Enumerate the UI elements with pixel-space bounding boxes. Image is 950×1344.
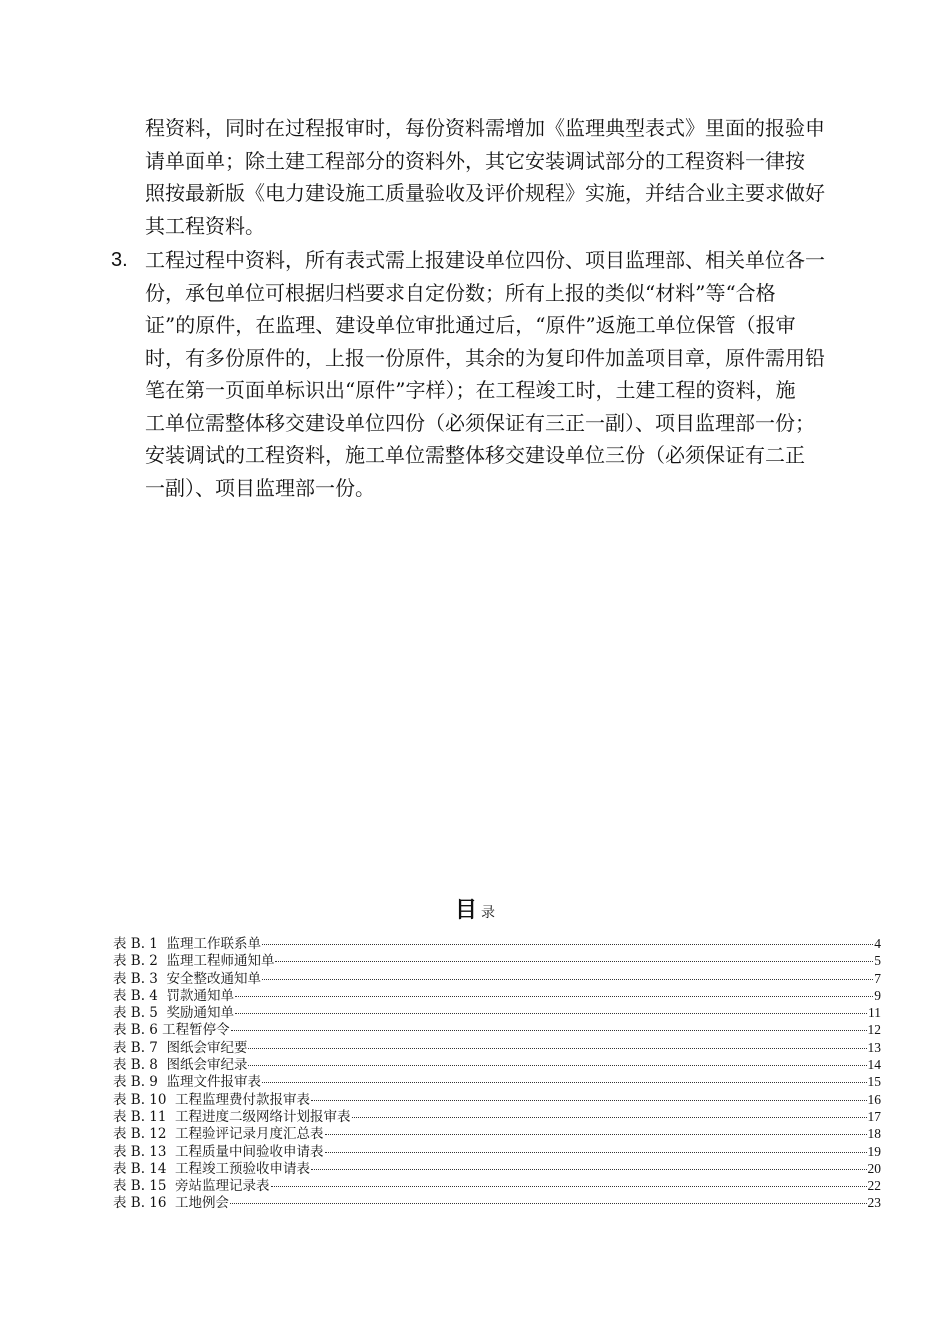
toc-heading-sub: 录: [481, 905, 495, 921]
toc-leader-dots: [235, 1013, 867, 1014]
toc-leader-dots: [311, 1169, 866, 1170]
toc-entry-page: 22: [867, 1178, 881, 1194]
toc-leader-dots: [262, 944, 873, 945]
toc-entry-page: 16: [867, 1091, 881, 1107]
toc-entry[interactable]: [113, 1004, 881, 1021]
toc-entry[interactable]: [113, 1177, 881, 1194]
toc-leader-dots: [325, 1152, 867, 1153]
toc-entry-label: 表 B. 9 监理文件报审表: [113, 1074, 261, 1091]
toc-entry-label: 表 B. 10 工程监理费付款报审表: [113, 1091, 311, 1108]
text-line: 请单面单；除土建工程部分的资料外，其它安装调试部分的工程资料一律按: [145, 148, 805, 173]
text-line: 一副）、项目监理部一份。: [145, 475, 375, 500]
toc-leader-dots: [262, 979, 873, 980]
toc-entry-label: 表 B. 3 安全整改通知单: [113, 970, 261, 987]
toc-leader-dots: [248, 1048, 866, 1049]
toc-leader-dots: [235, 996, 873, 997]
toc-entry-page: 18: [867, 1126, 881, 1142]
toc-entry-page: 14: [867, 1057, 881, 1073]
toc-leader-dots: [275, 961, 873, 962]
toc-entry[interactable]: [113, 1160, 881, 1177]
text-line: 份，承包单位可根据归档要求自定份数；所有上报的类似“材料”等“合格: [145, 280, 776, 305]
toc-leader-dots: [230, 1203, 866, 1204]
text-line: 工程过程中资料，所有表式需上报建设单位四份、项目监理部、相关单位各一: [145, 248, 825, 272]
toc-entry-label: 表 B. 4 罚款通知单: [113, 987, 234, 1004]
toc-leader-dots: [231, 1030, 867, 1031]
toc-entry-page: 9: [874, 987, 881, 1003]
toc-leader-dots: [325, 1134, 867, 1135]
toc-leader-dots: [248, 1065, 866, 1066]
toc-entry-page: 11: [868, 1005, 881, 1021]
toc-heading-main: 目: [454, 897, 477, 923]
text-line: 安装调试的工程资料，施工单位需整体移交建设单位三份（必须保证有二正: [145, 443, 805, 467]
toc-entry-label: 表 B. 8 图纸会审纪录: [113, 1057, 248, 1074]
toc-entry-label: 表 B. 13 工程质量中间验收申请表: [113, 1143, 324, 1160]
toc-entry-page: 20: [867, 1160, 881, 1176]
toc-entry-label: 表 B. 11 工程进度二级网络计划报审表: [113, 1108, 351, 1125]
table-of-contents: [113, 935, 881, 1212]
toc-entry-label: 表 B. 12 工程验评记录月度汇总表: [113, 1126, 324, 1143]
toc-entry[interactable]: [113, 952, 881, 969]
text-line: 工单位需整体移交建设单位四份（必须保证有三正一副）、项目监理部一份；: [145, 410, 815, 435]
toc-entry[interactable]: [113, 1073, 881, 1090]
toc-entry-page: 7: [874, 970, 881, 986]
text-line: 照按最新版《电力建设施工质量验收及评价规程》实施，并结合业主要求做好: [145, 181, 825, 205]
text-line: 笔在第一页面单标识出“原件”字样）；在工程竣工时，土建工程的资料，施: [145, 378, 796, 402]
toc-entry[interactable]: [113, 1039, 881, 1056]
toc-entry[interactable]: [113, 1108, 881, 1125]
toc-entry-label: 表 B. 2 监理工程师通知单: [113, 953, 275, 970]
toc-entry[interactable]: [113, 1021, 881, 1038]
toc-entry-page: 19: [867, 1143, 881, 1159]
toc-entry-label: 表 B. 14 工程竣工预验收申请表: [113, 1160, 311, 1177]
toc-entry-label: 表 B. 7 图纸会审纪要: [113, 1039, 248, 1056]
text-line: 证”的原件，在监理、建设单位审批通过后，“原件”返施工单位保管（报审: [145, 313, 796, 337]
toc-entry-label: 表 B. 15 旁站监理记录表: [113, 1178, 270, 1195]
toc-entry-label: 表 B. 16 工地例会: [113, 1195, 230, 1212]
toc-entry-label: 表 B. 6 工程暂停令: [113, 1022, 230, 1039]
toc-entry[interactable]: [113, 1194, 881, 1211]
list-number: 3.: [111, 249, 128, 271]
toc-leader-dots: [352, 1117, 867, 1118]
text-line: 程资料，同时在过程报审时，每份资料需增加《监理典型表式》里面的报验申: [145, 116, 825, 140]
text-line: 其工程资料。: [145, 213, 265, 238]
text-line: 时，有多份原件的，上报一份原件，其余的为复印件加盖项目章，原件需用铅: [145, 345, 825, 370]
toc-heading: [0, 896, 950, 927]
toc-entry-page: 4: [874, 936, 881, 951]
toc-entry[interactable]: [113, 1143, 881, 1160]
toc-entry[interactable]: [113, 970, 881, 987]
toc-leader-dots: [271, 1186, 867, 1187]
toc-entry-page: 12: [867, 1022, 881, 1038]
toc-entry-label: 表 B. 1 监理工作联系单: [113, 936, 261, 952]
paragraph-continuation: [145, 112, 885, 242]
toc-leader-dots: [311, 1100, 866, 1101]
toc-entry-page: 13: [867, 1039, 881, 1055]
toc-entry[interactable]: [113, 1056, 881, 1073]
toc-entry-page: 15: [867, 1074, 881, 1090]
toc-entry[interactable]: [113, 987, 881, 1004]
toc-entry-page: 17: [867, 1108, 881, 1124]
toc-entry[interactable]: [113, 935, 881, 952]
toc-entry-label: 表 B. 5 奖励通知单: [113, 1005, 234, 1022]
toc-entry[interactable]: [113, 1125, 881, 1142]
toc-leader-dots: [262, 1082, 867, 1083]
list-item-3: [111, 244, 885, 504]
toc-entry-page: 5: [874, 953, 881, 969]
toc-entry-page: 23: [867, 1195, 881, 1211]
toc-entry[interactable]: [113, 1091, 881, 1108]
